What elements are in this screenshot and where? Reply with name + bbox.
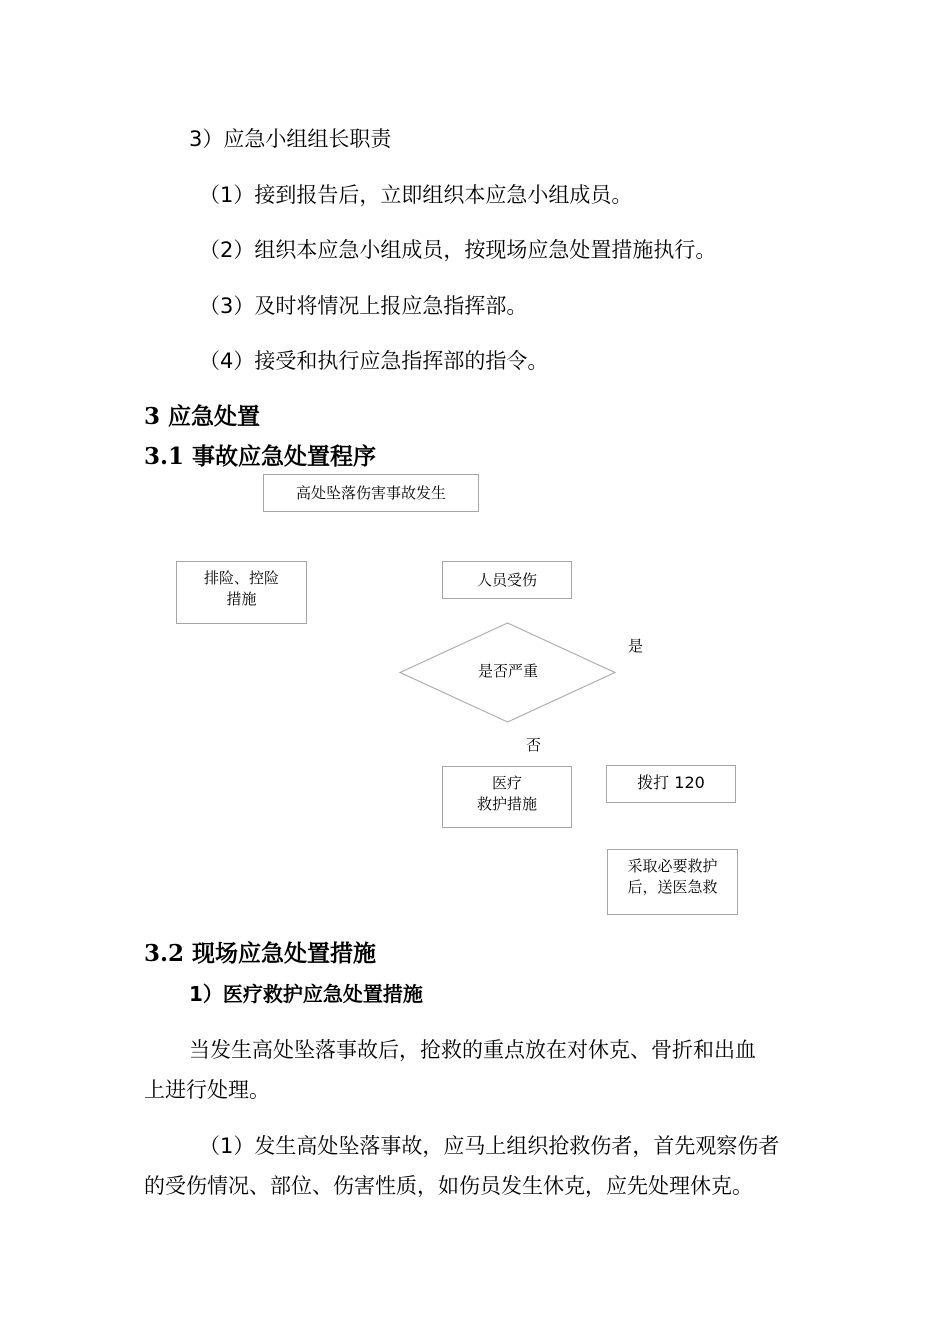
subheading-medical-rescue: 1）医疗救护应急处置措施 bbox=[189, 982, 423, 1006]
heading-emergency-response: 3 应急处置 bbox=[144, 403, 261, 430]
flow-node-hospital: 采取必要救护 后，送医急救 bbox=[607, 849, 738, 915]
paragraph-2-line-2: 的受伤情况、部位、伤害性质，如伤员发生休克，应先处理休克。 bbox=[144, 1174, 753, 1198]
flow-no-label: 否 bbox=[526, 736, 542, 754]
duty-item-3: （3）及时将情况上报应急指挥部。 bbox=[199, 294, 528, 318]
section-title-leader-duties: 3）应急小组组长职责 bbox=[189, 127, 392, 151]
flow-node-call-120: 拨打 120 bbox=[606, 765, 736, 803]
duty-item-1: （1）接到报告后，立即组织本应急小组成员。 bbox=[199, 183, 633, 207]
paragraph-1-line-2: 上进行处理。 bbox=[144, 1078, 270, 1102]
flow-node-hazard-control: 排险、控险 措施 bbox=[176, 561, 307, 624]
flow-node-medical: 医疗 救护措施 bbox=[442, 766, 572, 828]
flow-yes-label: 是 bbox=[628, 637, 644, 655]
heading-onsite-measures: 3.2 现场应急处置措施 bbox=[144, 940, 377, 967]
paragraph-2-line-1: （1）发生高处坠落事故，应马上组织抢救伤者，首先观察伤者 bbox=[199, 1134, 780, 1158]
flow-node-start: 高处坠落伤害事故发生 bbox=[263, 474, 479, 512]
flow-node-injury: 人员受伤 bbox=[442, 561, 572, 599]
paragraph-1-line-1: 当发生高处坠落事故后，抢救的重点放在对休克、骨折和出血 bbox=[189, 1038, 756, 1062]
flow-decision-label: 是否严重 bbox=[477, 662, 538, 680]
duty-item-4: （4）接受和执行应急指挥部的指令。 bbox=[199, 349, 549, 373]
duty-item-2: （2）组织本应急小组成员，按现场应急处置措施执行。 bbox=[199, 238, 717, 262]
heading-response-procedure: 3.1 事故应急处置程序 bbox=[144, 443, 377, 470]
